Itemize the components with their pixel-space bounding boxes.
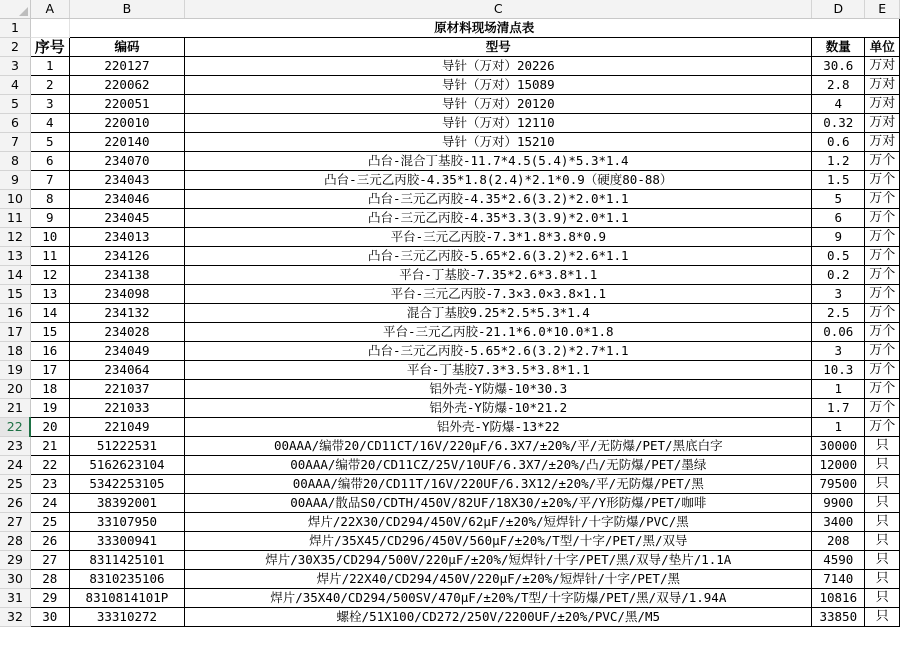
cell-seq[interactable]: 6 [30,152,69,171]
cell-unit[interactable]: 只 [865,570,900,589]
cell-code[interactable]: 234126 [69,247,185,266]
cell-code[interactable]: 234028 [69,323,185,342]
cell-unit[interactable]: 万个 [865,399,900,418]
sheet-row [0,551,900,570]
cell-qty[interactable]: 1 [812,380,865,399]
header-code[interactable]: 编码 [69,38,185,57]
cell-model[interactable]: 凸台-三元乙丙胶-5.65*2.6(3.2)*2.7*1.1 [185,342,812,361]
cell-model[interactable]: 螺栓/51X100/CD272/250V/2200UF/±20%/PVC/黑/M5 [185,608,812,627]
cell-qty[interactable]: 2.8 [812,76,865,95]
cell-seq[interactable]: 23 [30,475,69,494]
sheet-row [0,190,900,209]
cell-unit[interactable]: 万个 [865,285,900,304]
cell-model[interactable]: 平台-三元乙丙胶-21.1*6.0*10.0*1.8 [185,323,812,342]
cell-unit[interactable]: 只 [865,513,900,532]
cell-model[interactable]: 凸台-混合丁基胶-11.7*4.5(5.4)*5.3*1.4 [185,152,812,171]
column-header-row [0,0,900,19]
row-header[interactable]: 25 [0,475,30,494]
sheet-row [0,513,900,532]
sheet-row [0,57,900,76]
header-qty[interactable]: 数量 [812,38,865,57]
cell-code[interactable]: 234049 [69,342,185,361]
cell-seq[interactable]: 26 [30,532,69,551]
cell-model[interactable]: 导针（万对）15210 [185,133,812,152]
row-header[interactable]: 13 [0,247,30,266]
cell-seq[interactable]: 1 [30,57,69,76]
sheet-row [0,608,900,627]
cell-seq[interactable]: 9 [30,209,69,228]
cell-unit[interactable]: 只 [865,494,900,513]
cell-code[interactable]: 220127 [69,57,185,76]
cell-model[interactable]: 焊片/35X40/CD294/500SV/470μF/±20%/T型/十字防爆/PET/黑/双导/1.94A [185,589,812,608]
sheet-row [0,570,900,589]
cell-qty[interactable]: 12000 [812,456,865,475]
cell-code[interactable]: 220062 [69,76,185,95]
sheet-row [0,76,900,95]
cell-model[interactable]: 平台-三元乙丙胶-7.3*1.8*3.8*0.9 [185,228,812,247]
cell-model[interactable]: 导针（万对）12110 [185,114,812,133]
cell-unit[interactable]: 只 [865,589,900,608]
row-header[interactable]: 20 [0,380,30,399]
cell-code[interactable]: 234132 [69,304,185,323]
sheet-row [0,361,900,380]
sheet-row [0,532,900,551]
cell-seq[interactable]: 21 [30,437,69,456]
cell-unit[interactable]: 万个 [865,418,900,437]
cell-qty[interactable]: 2.5 [812,304,865,323]
header-model[interactable]: 型号 [185,38,812,57]
cell-seq[interactable]: 28 [30,570,69,589]
cell-seq[interactable]: 12 [30,266,69,285]
cell-code[interactable]: 8311425101 [69,551,185,570]
cell-qty[interactable]: 9 [812,228,865,247]
cell-model[interactable]: 焊片/22X30/CD294/450V/62μF/±20%/短焊针/十字防爆/PVC/黑 [185,513,812,532]
cell-code[interactable]: 234045 [69,209,185,228]
cell-model[interactable]: 平台-三元乙丙胶-7.3×3.0×3.8×1.1 [185,285,812,304]
row-header[interactable]: 6 [0,114,30,133]
row-header[interactable]: 31 [0,589,30,608]
sheet-row [0,589,900,608]
cell-qty[interactable]: 4590 [812,551,865,570]
cell-seq[interactable]: 30 [30,608,69,627]
row-header[interactable]: 9 [0,171,30,190]
cell-model[interactable]: 平台-丁基胶-7.35*2.6*3.8*1.1 [185,266,812,285]
cell-unit[interactable]: 只 [865,456,900,475]
row-header[interactable]: 15 [0,285,30,304]
cell-seq[interactable]: 25 [30,513,69,532]
cell-code[interactable]: 221037 [69,380,185,399]
row-header[interactable]: 8 [0,152,30,171]
row-header[interactable]: 24 [0,456,30,475]
cell-model[interactable]: 凸台-三元乙丙胶-4.35*3.3(3.9)*2.0*1.1 [185,209,812,228]
cell-unit[interactable]: 万个 [865,342,900,361]
row-header[interactable]: 21 [0,399,30,418]
row-header[interactable]: 14 [0,266,30,285]
cell-seq[interactable]: 17 [30,361,69,380]
cell-model[interactable]: 平台-丁基胶7.3*3.5*3.8*1.1 [185,361,812,380]
cell-qty[interactable]: 6 [812,209,865,228]
cell-code[interactable]: 8310235106 [69,570,185,589]
cell-seq[interactable]: 20 [30,418,69,437]
cell-qty[interactable]: 9900 [812,494,865,513]
cell-seq[interactable]: 16 [30,342,69,361]
cell-seq[interactable]: 14 [30,304,69,323]
cell-seq[interactable]: 7 [30,171,69,190]
cell-unit[interactable]: 万个 [865,171,900,190]
cell-unit[interactable]: 万个 [865,190,900,209]
cell-code[interactable]: 234138 [69,266,185,285]
cell-seq[interactable]: 29 [30,589,69,608]
cell-model[interactable]: 混合丁基胶9.25*2.5*5.3*1.4 [185,304,812,323]
cell-qty[interactable]: 1.5 [812,171,865,190]
cell-seq[interactable]: 2 [30,76,69,95]
cell-model[interactable]: 铝外壳-Y防爆-10*21.2 [185,399,812,418]
sheet-row [0,38,900,57]
sheet-row [0,152,900,171]
cell-code[interactable]: 234064 [69,361,185,380]
row-header[interactable]: 22 [0,418,30,437]
sheet-row [0,228,900,247]
cell-seq[interactable]: 10 [30,228,69,247]
sheet-row [0,114,900,133]
row-header[interactable]: 23 [0,437,30,456]
sheet-row [0,399,900,418]
cell-unit[interactable]: 万个 [865,152,900,171]
cell-code[interactable]: 234098 [69,285,185,304]
column-header-e[interactable]: E [865,0,900,19]
row-header[interactable]: 16 [0,304,30,323]
cell-unit[interactable]: 只 [865,551,900,570]
cell-unit[interactable]: 万对 [865,114,900,133]
cell-code[interactable]: 234043 [69,171,185,190]
column-header-c[interactable]: C [185,0,812,19]
cell-seq[interactable]: 3 [30,95,69,114]
cell-code[interactable]: 234070 [69,152,185,171]
column-header-a[interactable]: A [30,0,69,19]
cell-model[interactable]: 焊片/22X40/CD294/450V/220μF/±20%/短焊针/十字/PET/黑 [185,570,812,589]
cell-unit[interactable]: 只 [865,608,900,627]
cell-unit[interactable]: 万对 [865,76,900,95]
cell-model[interactable]: 凸台-三元乙丙胶-5.65*2.6(3.2)*2.6*1.1 [185,247,812,266]
cell-code[interactable]: 38392001 [69,494,185,513]
cell-model[interactable]: 导针（万对）20120 [185,95,812,114]
cell-code[interactable]: 221033 [69,399,185,418]
cell-qty[interactable]: 1 [812,418,865,437]
sheet-title[interactable]: 原材料现场清点表 [69,19,900,38]
cell-seq[interactable]: 4 [30,114,69,133]
cell-seq[interactable]: 13 [30,285,69,304]
sheet-row [0,418,900,437]
cell-qty[interactable]: 33850 [812,608,865,627]
sheet-row [0,342,900,361]
cell-model[interactable]: 00AAA/编带20/CD11CT/16V/220μF/6.3X7/±20%/平/无防爆/PET/黑底白字 [185,437,812,456]
row-header[interactable]: 32 [0,608,30,627]
cell-model[interactable]: 导针（万对）20226 [185,57,812,76]
cell-qty[interactable]: 1.7 [812,399,865,418]
cell-code[interactable]: 220051 [69,95,185,114]
cell-model[interactable]: 00AAA/编带20/CD11CZ/25V/10UF/6.3X7/±20%/凸/无防爆/PET/墨绿 [185,456,812,475]
cell-model[interactable]: 00AAA/编带20/CD11T/16V/220UF/6.3X12/±20%/平/无防爆/PET/黑 [185,475,812,494]
cell-model[interactable]: 凸台-三元乙丙胶-4.35*1.8(2.4)*2.1*0.9（硬度80-88） [185,171,812,190]
sheet-row [0,247,900,266]
select-all-corner[interactable] [0,0,30,19]
cell-qty[interactable]: 10816 [812,589,865,608]
row-header[interactable]: 30 [0,570,30,589]
cell-model[interactable]: 凸台-三元乙丙胶-4.35*2.6(3.2)*2.0*1.1 [185,190,812,209]
cell-seq[interactable]: 22 [30,456,69,475]
row-header[interactable]: 5 [0,95,30,114]
cell-seq[interactable]: 15 [30,323,69,342]
cell-unit[interactable]: 万个 [865,228,900,247]
cell-code[interactable]: 51222531 [69,437,185,456]
cell-qty[interactable]: 3 [812,285,865,304]
sheet-row [0,133,900,152]
cell-seq[interactable]: 27 [30,551,69,570]
sheet-row [0,475,900,494]
sheet-row [0,19,900,38]
sheet-row [0,266,900,285]
cell-unit[interactable]: 只 [865,437,900,456]
cell-qty[interactable]: 208 [812,532,865,551]
cell-qty[interactable]: 3400 [812,513,865,532]
cell-code[interactable]: 8310814101P [69,589,185,608]
cell-code[interactable]: 234046 [69,190,185,209]
column-header-d[interactable]: D [812,0,865,19]
cell-model[interactable]: 00AAA/散品S0/CDTH/450V/82UF/18X30/±20%/平/Y形防爆/PET/咖啡 [185,494,812,513]
row-header[interactable]: 18 [0,342,30,361]
row-header[interactable]: 7 [0,133,30,152]
cell-unit[interactable]: 万个 [865,323,900,342]
cell-model[interactable]: 焊片/35X45/CD296/450V/560μF/±20%/T型/十字/PET/黑/双导 [185,532,812,551]
sheet-row [0,304,900,323]
cell-code[interactable]: 33107950 [69,513,185,532]
cell-code[interactable]: 234013 [69,228,185,247]
cell-model[interactable]: 铝外壳-Y防爆-10*30.3 [185,380,812,399]
cell-unit[interactable]: 万个 [865,361,900,380]
cell-a1[interactable] [30,19,69,38]
row-header[interactable]: 2 [0,38,30,57]
cell-unit[interactable]: 万个 [865,304,900,323]
row-header[interactable]: 27 [0,513,30,532]
cell-qty[interactable]: 0.6 [812,133,865,152]
cell-unit[interactable]: 只 [865,475,900,494]
sheet-row [0,437,900,456]
row-header[interactable]: 10 [0,190,30,209]
cell-qty[interactable]: 0.2 [812,266,865,285]
cell-qty[interactable]: 3 [812,342,865,361]
cell-qty[interactable]: 0.06 [812,323,865,342]
cell-model[interactable]: 导针（万对）15089 [185,76,812,95]
cell-unit[interactable]: 万个 [865,247,900,266]
row-header[interactable]: 28 [0,532,30,551]
cell-seq[interactable]: 5 [30,133,69,152]
cell-unit[interactable]: 万个 [865,209,900,228]
sheet-row [0,380,900,399]
cell-code[interactable]: 220010 [69,114,185,133]
cell-unit[interactable]: 万个 [865,380,900,399]
row-header[interactable]: 4 [0,76,30,95]
cell-code[interactable]: 33310272 [69,608,185,627]
header-unit[interactable]: 单位 [865,38,900,57]
cell-seq[interactable]: 8 [30,190,69,209]
row-header[interactable]: 17 [0,323,30,342]
sheet-row [0,171,900,190]
row-header[interactable]: 1 [0,19,30,38]
cell-qty[interactable]: 79500 [812,475,865,494]
cell-qty[interactable]: 10.3 [812,361,865,380]
cell-seq[interactable]: 11 [30,247,69,266]
sheet-row [0,494,900,513]
cell-code[interactable]: 5162623104 [69,456,185,475]
cell-qty[interactable]: 30.6 [812,57,865,76]
cell-unit[interactable]: 只 [865,532,900,551]
row-header[interactable]: 3 [0,57,30,76]
cell-qty[interactable]: 0.32 [812,114,865,133]
cell-code[interactable]: 5342253105 [69,475,185,494]
sheet-row [0,209,900,228]
sheet-row [0,456,900,475]
cell-unit[interactable]: 万对 [865,133,900,152]
row-header[interactable]: 12 [0,228,30,247]
cell-qty[interactable]: 1.2 [812,152,865,171]
cell-qty[interactable]: 5 [812,190,865,209]
cell-qty[interactable]: 30000 [812,437,865,456]
cell-seq[interactable]: 18 [30,380,69,399]
row-header[interactable]: 19 [0,361,30,380]
cell-model[interactable]: 焊片/30X35/CD294/500V/220μF/±20%/短焊针/十字/PET/黑/双导/垫片/1.1A [185,551,812,570]
row-header[interactable]: 29 [0,551,30,570]
cell-model[interactable]: 铝外壳-Y防爆-13*22 [185,418,812,437]
row-header[interactable]: 11 [0,209,30,228]
sheet-row [0,285,900,304]
cell-unit[interactable]: 万对 [865,57,900,76]
sheet-row [0,323,900,342]
cell-qty[interactable]: 7140 [812,570,865,589]
cell-code[interactable]: 33300941 [69,532,185,551]
cell-unit[interactable]: 万对 [865,95,900,114]
column-header-b[interactable]: B [69,0,185,19]
cell-qty[interactable]: 4 [812,95,865,114]
cell-seq[interactable]: 19 [30,399,69,418]
sheet-row [0,95,900,114]
cell-code[interactable]: 220140 [69,133,185,152]
cell-seq[interactable]: 24 [30,494,69,513]
header-seq[interactable]: 序号 [30,38,69,57]
cell-qty[interactable]: 0.5 [812,247,865,266]
cell-code[interactable]: 221049 [69,418,185,437]
row-header[interactable]: 26 [0,494,30,513]
cell-unit[interactable]: 万个 [865,266,900,285]
